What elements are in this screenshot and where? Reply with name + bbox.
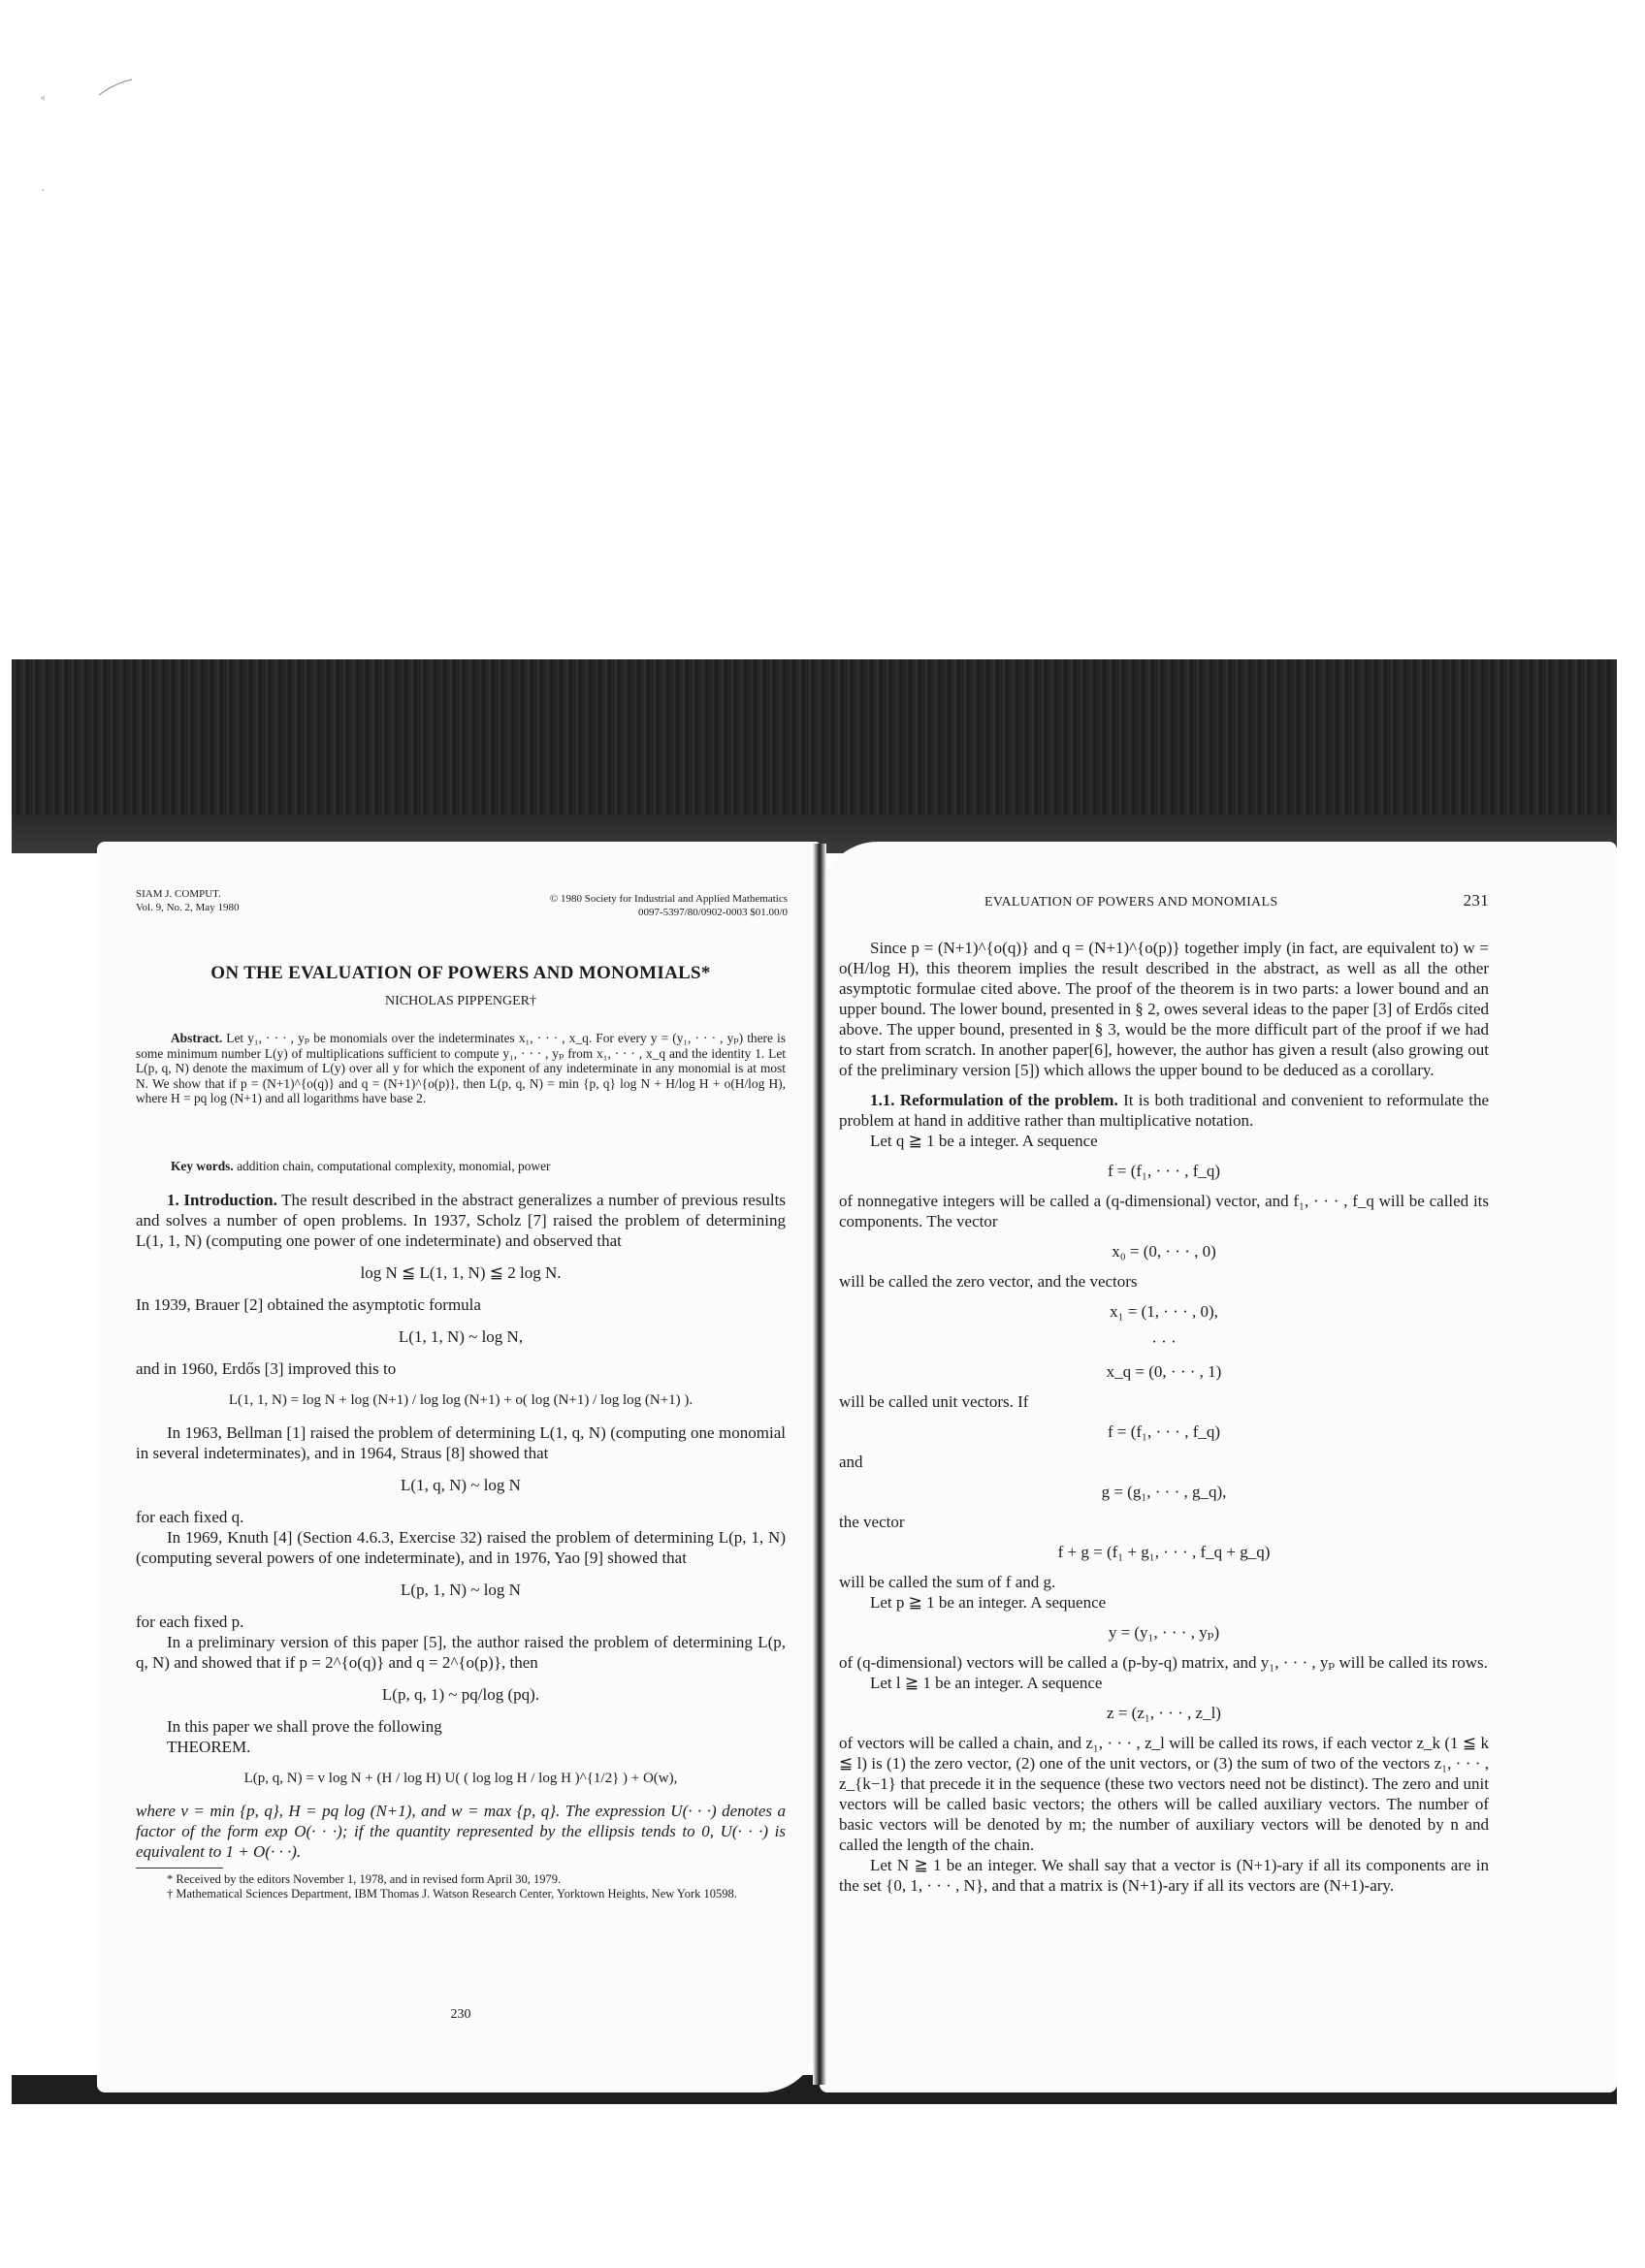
paragraph: the vector (839, 1513, 905, 1531)
paragraph: In a preliminary version of this paper [5], the author raised the problem of determining L(p, q, N) and showed that if p = 2^{o(q)} and q = 2^{o(p)}, then (136, 1633, 786, 1672)
copyright-line: © 1980 Society for Industrial and Applied Mathematics (549, 893, 788, 905)
left-body (136, 1190, 786, 1901)
footnote-rule (136, 1868, 223, 1869)
footnote: † Mathematical Sciences Department, IBM Thomas J. Watson Research Center, Yorktown Heights, New York 10598. (167, 1887, 737, 1901)
running-head-title: EVALUATION OF POWERS AND MONOMIALS (984, 895, 1278, 910)
paragraph-text: The result described in the abstract generalizes a number of previous results and solves a number of open problems. In 1937, Scholz [7] raised the problem of determining L(1, 1, N) (computing one power of one indeterminate) and observed that (136, 1191, 786, 1250)
paragraph: Let q ≧ 1 be a integer. A sequence (870, 1132, 1098, 1150)
paragraph: Let N ≧ 1 be an integer. We shall say that a vector is (N+1)-ary if all its components are in the set {0, 1, · · · , N}, and that a matrix is (N+1)-ary if all its vectors are (N+1)-ary. (839, 1856, 1489, 1895)
paragraph: and in 1960, Erdős [3] improved this to (136, 1359, 397, 1378)
equation: L(1, 1, N) = log N + log (N+1) / log log (N+1) + o( log (N+1) / log log (N+1) ). (228, 1392, 693, 1408)
abstract (136, 1031, 786, 1106)
equation: f = (f₁, · · · , f_q) (1107, 1422, 1221, 1441)
paragraph: will be called unit vectors. If (839, 1392, 1029, 1411)
paper-title: ON THE EVALUATION OF POWERS AND MONOMIALS* (210, 963, 711, 983)
abstract-text: Let y₁, · · · , yₚ be monomials over the indeterminates x₁, · · · , x_q. For every y = (y₁, · · · , yₚ) there is some minimum number L(y) of multiplications sufficient to compute y₁, · · · , yₚ from x₁, · · · , x_q and the identity 1. Let L(p, q, N) denote the maximum of L(y) over all y for which the exponent of any indeterminate in any monomial is at most N. We show that if p = (N+1)^{o(q)} and q = (N+1)^{o(p)}, then L(p, q, N) = min {p, q} log N + H/log H + o(H/log H), where H = pq log (N+1) and all logarithms have base 2. (136, 1031, 786, 1105)
journal-volume: Vol. 9, No. 2, May 1980 (136, 902, 240, 913)
paragraph: where v = min {p, q}, H = pq log (N+1), and w = max {p, q}. The expression U(· · ·) denotes a factor of the form exp O(· · ·); if the quantity represented by the ellipsis tends to 0, U(· · ·) is equivalent to 1 + O(· · ·). (136, 1802, 786, 1861)
theorem-label: THEOREM. (167, 1738, 251, 1756)
paragraph: Let p ≧ 1 be an integer. A sequence (870, 1593, 1107, 1612)
equation: L(1, q, N) ~ log N (401, 1476, 521, 1494)
copyright-header (550, 892, 788, 919)
paragraph: will be called the zero vector, and the vectors (839, 1272, 1138, 1291)
equation: x₁ = (1, · · · , 0), (1110, 1302, 1218, 1321)
paragraph: for each fixed p. (136, 1613, 244, 1631)
page-number: 231 (1463, 891, 1489, 910)
paragraph: and (839, 1453, 863, 1471)
footnote: * Received by the editors November 1, 1978, and in revised form April 30, 1979. (167, 1872, 562, 1886)
equation: f + g = (f₁ + g₁, · · · , f_q + g_q) (1057, 1543, 1271, 1561)
paragraph: of (q-dimensional) vectors will be called a (p-by-q) matrix, and y₁, · · · , yₚ will be called its rows. (839, 1653, 1488, 1672)
paragraph: will be called the sum of f and g. (839, 1573, 1056, 1591)
journal-name: SIAM J. COMPUT. (136, 888, 221, 900)
equation: x₀ = (0, · · · , 0) (1112, 1242, 1216, 1261)
equation: g = (g₁, · · · , g_q), (1101, 1483, 1227, 1501)
paragraph-text: It is both traditional and convenient to reformulate the problem at hand in additive rather than multiplicative notation. (839, 1091, 1489, 1130)
section-heading: 1.1. Reformulation of the problem. (870, 1091, 1118, 1109)
page-number: 230 (450, 2007, 471, 2022)
paragraph: In this paper we shall prove the following (167, 1717, 442, 1736)
equation: L(p, q, 1) ~ pq/log (pq). (381, 1685, 540, 1704)
equation: y = (y₁, · · · , yₚ) (1108, 1623, 1220, 1642)
intro-paragraph (136, 1190, 786, 1251)
journal-header (136, 887, 239, 914)
paper-author: NICHOLAS PIPPENGER† (385, 994, 536, 1008)
right-body (839, 938, 1489, 1896)
book-gutter (813, 844, 826, 2085)
paragraph: for each fixed q. (136, 1508, 244, 1526)
keywords-label: Key words. (171, 1159, 234, 1173)
keywords-text: addition chain, computational complexity, monomial, power (237, 1159, 551, 1173)
paragraph: of vectors will be called a chain, and z₁, · · · , z_l will be called its rows, if each vector z_k (1 ≦ k ≦ l) is (1) the zero vector, (2) one of the unit vectors, or (3) the sum of two of the vectors z₁, · · · , z_{k−1} that precede it in the sequence (these two vectors need not be distinct). The zero and unit vectors will be called basic vectors; the others will be called auxiliary vectors. The number of basic vectors will be denoted by m; the number of auxiliary vectors will be denoted by n and called the length of the chain. (839, 1734, 1489, 1854)
pencil-stroke (97, 78, 136, 97)
paragraph: In 1963, Bellman [1] raised the problem of determining L(1, q, N) (computing one monomial in several indeterminates), and in 1964, Straus [8] showed that (136, 1423, 786, 1462)
margin-mark: · (41, 184, 46, 199)
section-paragraph (839, 1090, 1489, 1131)
equation: · · · (1151, 1332, 1177, 1351)
equation: L(1, 1, N) ~ log N, (398, 1327, 524, 1346)
paragraph: Let l ≧ 1 be an integer. A sequence (870, 1674, 1103, 1692)
equation: f = (f₁, · · · , f_q) (1107, 1162, 1221, 1180)
paragraph: Since p = (N+1)^{o(q)} and q = (N+1)^{o(p)} together imply (in fact, are equivalent to) w = o(H/log H), this theorem implies the result described in the abstract, as well as all the other asymptotic formulae cited above. The proof of the theorem is in two parts: a lower bound and an upper bound. The lower bound, presented in § 2, owes several ideas to the paper [3] of Erdős cited above. The upper bound, presented in § 3, would be the more difficult part of the proof if we had to start from scratch. In another paper[6], however, the author has given a result (also growing out of the preliminary version [5]) which allows the upper bound to be deduced as a corollary. (839, 939, 1489, 1079)
paragraph: of nonnegative integers will be called a (q-dimensional) vector, and f₁, · · · , f_q will be called its components. The vector (839, 1192, 1489, 1230)
equation: L(p, q, N) = v log N + (H / log H) U( ( log log H / log H )^{1/2} ) + O(w), (243, 1771, 678, 1786)
equation: L(p, 1, N) ~ log N (401, 1581, 521, 1599)
article-code: 0097-5397/80/0902-0003 $01.00/0 (638, 907, 788, 918)
equation: z = (z₁, · · · , z_l) (1107, 1704, 1221, 1722)
section-heading: 1. Introduction. (167, 1191, 277, 1209)
scanner-shadow-band (12, 659, 1617, 853)
equation: log N ≦ L(1, 1, N) ≦ 2 log N. (360, 1263, 562, 1282)
abstract-label: Abstract. (171, 1031, 223, 1045)
paragraph: In 1939, Brauer [2] obtained the asymptotic formula (136, 1295, 481, 1314)
equation: x_q = (0, · · · , 1) (1106, 1362, 1222, 1381)
paragraph: In 1969, Knuth [4] (Section 4.6.3, Exercise 32) raised the problem of determining L(p, 1, N) (computing several powers of one indeterminate), and in 1976, Yao [9] showed that (136, 1528, 786, 1567)
keywords (136, 1159, 786, 1174)
